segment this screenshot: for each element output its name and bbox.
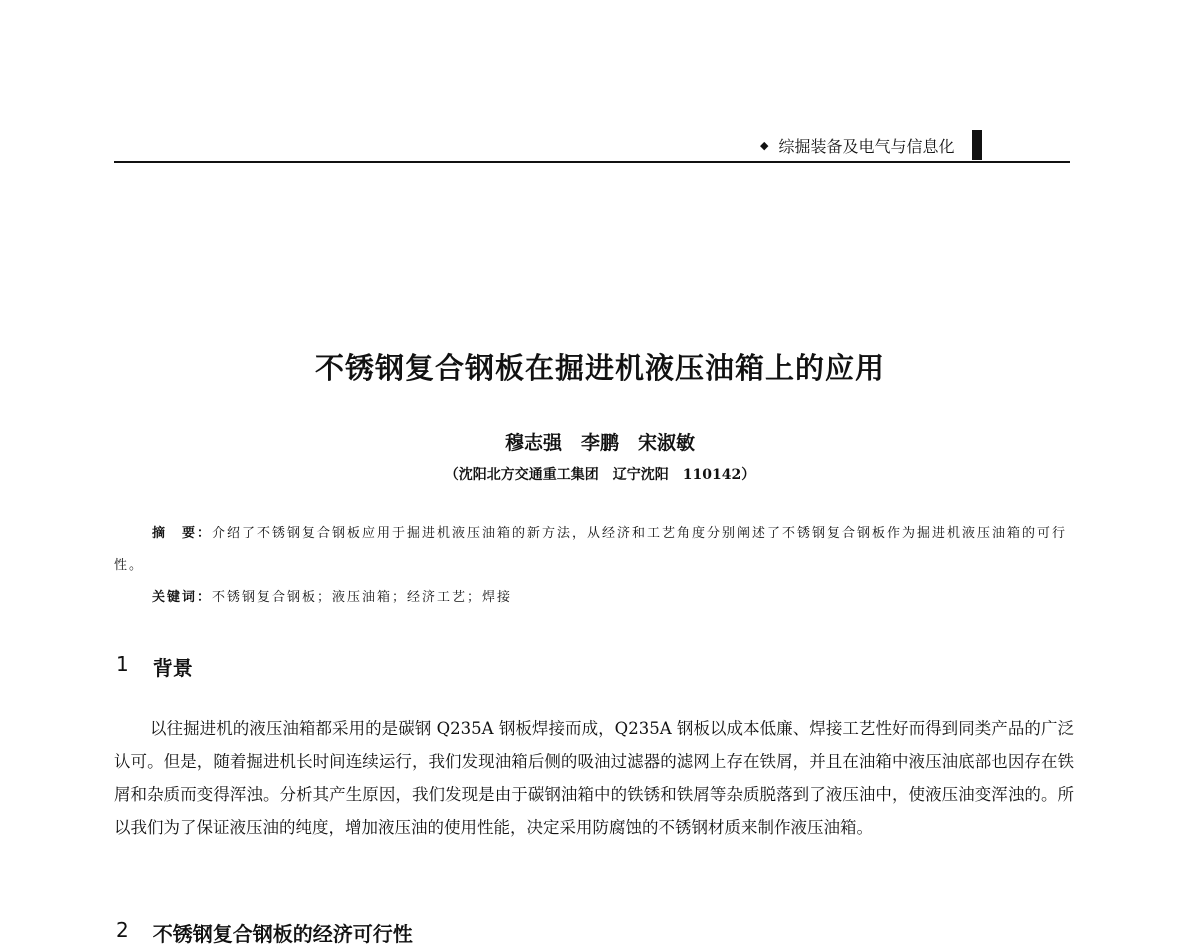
abstract-label: 摘 要： xyxy=(152,526,213,541)
section-1-paragraph: 以往掘进机的液压油箱都采用的是碳钢 Q235A 钢板焊接而成，Q235A 钢板以成本低廉、焊接工艺性好而得到同类产品的广泛认可。但是，随着掘进机长时间连续运行，我们发现油箱后侧的吸油过滤器的滤网上存在铁屑，并且在油箱中液压油底部也因存在铁屑和杂质而变得浑浊。分析其产生原因，我们发现是由于碳钢油箱中的铁锈和铁屑等杂质脱落到了液压油中，使液压油变浑浊的。所以我们为了保证液压油的纯度，增加液压油的使用性能，决定采用防腐蚀的不锈钢材质来制作液压油箱。 xyxy=(114,719,1074,837)
diamond-icon: ◆ xyxy=(760,138,769,152)
header-rule xyxy=(114,161,1070,163)
abstract xyxy=(114,518,1074,582)
article-title: 不锈钢复合钢板在掘进机液压油箱上的应用 xyxy=(314,351,885,385)
section-number: 2 xyxy=(116,918,129,942)
section-title: 背景 xyxy=(152,656,193,680)
running-head xyxy=(760,130,1070,160)
section-title: 不锈钢复合钢板的经济可行性 xyxy=(152,922,413,946)
author-affiliation: （沈阳北方交通重工集团 辽宁沈阳 110142） xyxy=(444,467,756,483)
running-head-text: 综掘装备及电气与信息化 xyxy=(778,136,955,156)
keywords-text: 不锈钢复合钢板；液压油箱；经济工艺；焊接 xyxy=(212,590,513,605)
abstract-text: 介绍了不锈钢复合钢板应用于掘进机液压油箱的新方法，从经济和工艺角度分别阐述了不锈钢复合钢板作为掘进机液压油箱的可行性。 xyxy=(114,526,1068,573)
article-authors: 穆志强 李鹏 宋淑敏 xyxy=(504,432,695,454)
section-heading-1 xyxy=(116,652,193,681)
section-heading-2 xyxy=(116,918,413,947)
section-marker-bar xyxy=(972,130,982,160)
keywords xyxy=(152,586,1072,605)
keywords-label: 关键词： xyxy=(152,590,213,605)
section-number: 1 xyxy=(116,652,129,676)
